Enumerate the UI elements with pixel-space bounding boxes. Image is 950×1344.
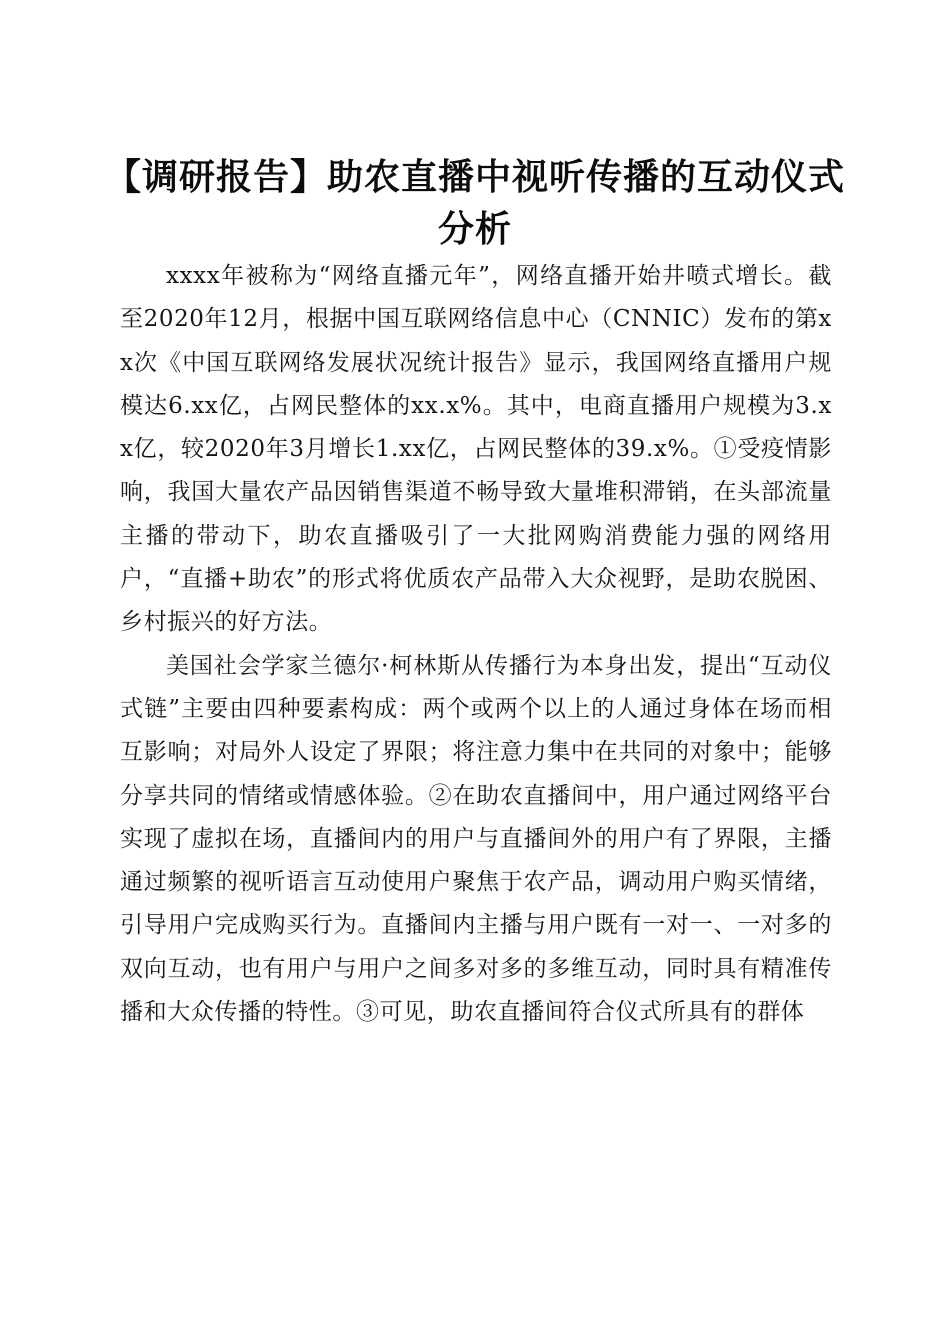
title-line-1: 【调研报告】助农直播中视听传播的互动仪式 bbox=[104, 157, 845, 199]
paragraph-1: xxxx年被称为“网络直播元年”，网络直播开始井喷式增长。截至2020年12月，根据中国互联网络信息中心（CNNIC）发布的第xx次《中国互联网络发展状况统计报告》显示，我国网络直播用户规模达6.xx亿，占网民整体的xx.x%。其中，电商直播用户规模为3.xx亿，较2020年3月增长1.xx亿，占网民整体的39.x%。①受疫情影响，我国大量农产品因销售渠道不畅导致大量堆积滞销，在头部流量主播的带动下，助农直播吸引了一大批网购消费能力强的网络用户，“直播+助农”的形式将优质农产品带入大众视野，是助农脱困、乡村振兴的好方法。 bbox=[120, 263, 832, 636]
title-line-2: 分析 bbox=[437, 209, 512, 251]
paragraph-2: 美国社会学家兰德尔·柯林斯从传播行为本身出发，提出“互动仪式链”主要由四种要素构成：两个或两个以上的人通过身体在场而相互影响；对局外人设定了界限；将注意力集中在共同的对象中；能够分享共同的情绪或情感体验。②在助农直播间中，用户通过网络平台实现了虚拟在场，直播间内的用户与直播间外的用户有了界限，主播通过频繁的视听语言互动使用户聚焦于农产品，调动用户购买情绪，引导用户完成购买行为。直播间内主播与用户既有一对一、一对多的双向互动，也有用户与用户之间多对多的多维互动，同时具有精准传播和大众传播的特性。③可见，助农直播间符合仪式所具有的群体 bbox=[120, 652, 832, 1026]
document-title bbox=[100, 152, 850, 256]
document-body bbox=[120, 255, 832, 1034]
